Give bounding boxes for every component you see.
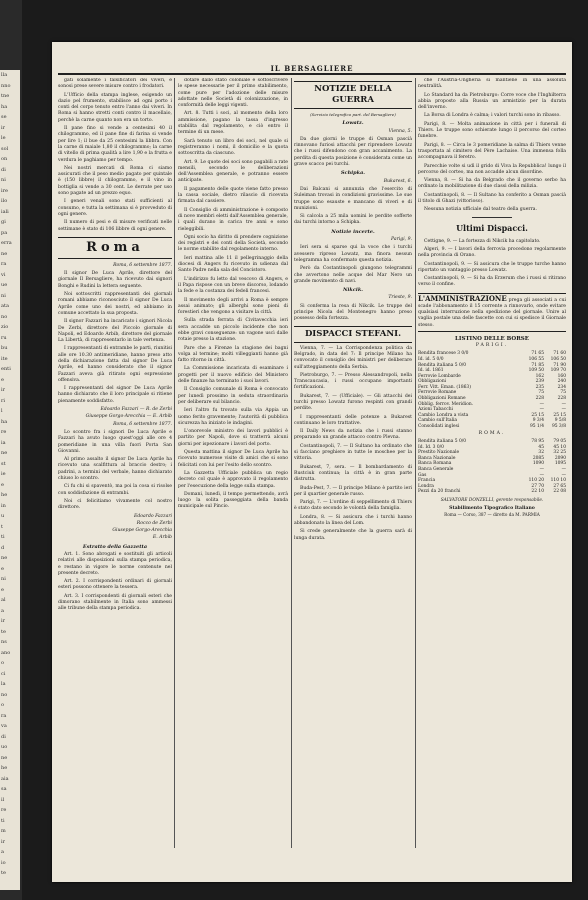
adjacent-page-fragment: ne [1, 754, 8, 761]
adjacent-page-fragment: ia [1, 439, 6, 446]
article-paragraph: Algeri, 9. — I lavori della ferrovia procedono regolarmente nella provincia di Orano. [418, 246, 566, 259]
adjacent-page-fragment: ru [1, 334, 7, 341]
article-paragraph: Ci fu chi si spaventò, ma poi la cosa si risolse con soddisfazione di entrambi. [58, 484, 172, 496]
article-paragraph: Vienna, 7. — La Corrispondenza politica da Belgrado, in data del 7: Il principe Milano ha convocato il consiglio dei ministri per deliberare sull'atteggiamento della Serbia. [294, 345, 412, 370]
article-paragraph: Londra, 8. — Si assicura che i turchi hanno abbandonato la linea del Lom. [294, 514, 412, 527]
article-paragraph: Ieri sera si sparse qui la voce che i turchi avessero ripreso Lowatz, ma finora nessun telegramma ha confermato questa notizia. [294, 245, 412, 263]
adjacent-page-fragment: nno [1, 82, 11, 89]
bourse-quote: 71 85 [531, 362, 544, 368]
adjacent-page-fragment: se [1, 114, 7, 120]
article-paragraph: Art. 2. I corrispondenti ordinari di giornali esteri possono ottenere la tessera. [58, 579, 172, 591]
adjacent-page-fragment: tne [1, 93, 10, 99]
bourse-quote: 106 50 [550, 356, 566, 362]
adjacent-page-fragment: ci [1, 670, 6, 677]
article-paragraph: Pietroburgo, 7. — Presso Alessandropoli, nella Transcaucasia, i russi occupano importanti fortificazioni. [294, 372, 412, 391]
adjacent-page-fragment: ns [1, 639, 7, 645]
bourse-quote: 1095 [554, 461, 566, 467]
war-news-note: (Servizio telegrafico part. del Bersagliere) [310, 112, 396, 117]
article-paragraph: Domani, lunedì, il tempo permettendo, avrà luogo la solita passeggiata della banda municipale sul Pincio. [178, 491, 288, 510]
bourse-security: Pezzi da 20 franchi [418, 489, 461, 495]
adjacent-page-fragment: a [1, 607, 4, 614]
article-paragraph: La Borsa di Londra è calma; i valori turchi sono in ribasso. [424, 113, 561, 119]
article-paragraph: Il pagamento delle quote viene fatto presso la cassa sociale, dietro rilascio di ricevuta firmata dal cassiere. [178, 186, 288, 205]
bourse-security: Banca Romana [418, 461, 452, 467]
bourse-quote: — [539, 472, 544, 478]
bourse-quote: 109 50 [528, 368, 544, 374]
adjacent-page-fragment: sa [1, 786, 7, 792]
adjacent-page-fragment: sol [1, 145, 9, 152]
article-paragraph: Si calcola a 25 mila uomini le perdite sofferte dai turchi intorno a Schipka. [294, 214, 412, 226]
article-paragraph: E. Arbib [152, 535, 172, 541]
adjacent-page-fragment: ie [1, 471, 6, 477]
adjacent-page-fragment: ite [1, 355, 8, 362]
adjacent-page-fragment: ni [1, 177, 6, 183]
adjacent-page-fragment: e [1, 565, 4, 572]
column-divider [291, 78, 292, 848]
article-paragraph: I rappresentanti del signor De Luca Aprile hanno dichiarato che il loro principale si ritiene pienamente soddisfatto. [58, 386, 172, 404]
article-paragraph: Parecchie volte si udì il grido di Viva la Repubblica! lungo il percorso del corteo, ma non accadde alcun disordine. [418, 163, 566, 175]
bourse-quote: — [539, 407, 544, 413]
section-heading-roma: Roma [58, 237, 172, 259]
bourse-quote: 75 [538, 390, 544, 396]
article-paragraph: Il Consiglio di amministrazione è composto di nove membri eletti dall'Assemblea generale, i quali durano in carica tre anni e sono rieleggibili. [178, 207, 288, 232]
adjacent-page-fragment: al [1, 597, 6, 603]
adjacent-page-fragment: re [1, 429, 7, 435]
article-paragraph: Però da Costantinopoli giungono telegrammi che avvertono nelle acque del Mar Nero un grande movimento di navi. [294, 266, 412, 284]
adjacent-page-fragment: ne [1, 555, 8, 561]
bourse-quote: 71 60 [553, 351, 566, 357]
bourse-table-roma [418, 439, 566, 495]
article-paragraph: Noi ci felicitiamo vivamente col nostro direttore. [58, 498, 172, 511]
article-paragraph: Il signor Fazzari ha incaricato i signori Nicola De Zerbi, direttore del Piccolo giornale di Napoli, ed Edoardo Arbib, direttore del giornale La Libertà, di rappresentarlo in tale vertenza. [58, 319, 172, 344]
bourse-security: Cambio sull'Italia [418, 418, 458, 424]
adjacent-page-fragment: e [1, 376, 4, 383]
adjacent-page-fragment: ilo [1, 198, 8, 204]
article-paragraph: Costantinopoli, 7. — Il Sultano ha ordinato che si facciano preghiere in tutte le moschee per la vittoria. [294, 443, 412, 462]
bourse-quote: 27 65 [553, 483, 566, 489]
adjacent-page-fragment: ti [1, 817, 5, 824]
article-paragraph: Ogni socio ha diritto di prendere cognizione dei registri e dei conti della Società, secondo le norme stabilite dal regolamento interno. [178, 234, 288, 253]
bourse-quote: 95 1/4 [529, 424, 544, 430]
article-paragraph: Pare che a Firenze la stagione dei bagni volga al termine; molti villeggianti hanno già fatto ritorno in città. [178, 345, 288, 364]
bourse-quote: 79 05 [553, 438, 566, 444]
column-divider [174, 78, 175, 848]
adjacent-page-fragment: ne [1, 250, 8, 257]
bourse-quote: 110 20 [528, 478, 544, 484]
article-paragraph: Il pane fino si vende a centesimi 40 il chilogrammo, ed il pane fine di farina si vende per lire 1; il bue da 25 centesimi la libbra. Con la carne di maiale 1,80 il chilogrammo; la carne di vitello di prima qualità a lire 1,90 e la frutta e verdura le paghiamo per tempo. [58, 126, 172, 163]
bourse-quote: 32 25 [553, 450, 566, 456]
subheading-gazzetta: Estratto della Gazzetta [82, 543, 148, 550]
bourse-security: Rendita italiana 5 0/0 [418, 438, 467, 444]
column-4 [418, 78, 566, 848]
article-paragraph: Edoardo Fazzari [133, 513, 172, 519]
manager-signature: SALVATORE DONZELLI, gerente responsabile. [440, 497, 544, 503]
article-paragraph: I generi venali sono stati sufficienti al consumo, e tutta la settimana si è provveduto di ogni genere. [58, 199, 172, 217]
article-paragraph: Lo scontro fra i signori De Luca Aprile e Fazzari ha avuto luogo quest'oggi alle ore 4 pomeridiane in una villa fuori Porta San Giovanni. [58, 429, 172, 454]
adjacent-page-fragment: ha [1, 103, 8, 110]
bourse-quote: 2090 [554, 455, 566, 461]
latest-dispatches-heading: Ultimi Dispacci. [456, 222, 528, 233]
adjacent-page-fragment: te [1, 870, 6, 876]
adjacent-page-fragment: te [1, 628, 6, 635]
column-divider [415, 78, 416, 848]
article-paragraph: Il signor De Luca Aprile, direttore del giornale Il Bersagliere, ha ricevuto dai signori Bonghi e Rudinì la lettera seguente. [58, 271, 172, 289]
adjacent-page-fragment: on [1, 156, 8, 162]
adjacent-page-fragment: re [1, 807, 7, 813]
bourse-quote: 71 90 [553, 362, 566, 368]
article-paragraph: L'Ufficio della stampa inglese, esigendo un dazio pel frumento, stabilisce ad ogni porto i conti del corpo tenuto entro l'anno dai viveri. In Roma si hanno stretti conti contro il macellaio, perchè la carne quanto non era un torto. [58, 92, 172, 123]
adjacent-page-fragment: ra [1, 261, 7, 267]
article-paragraph: La Gazzetta Ufficiale pubblica un regio decreto col quale è approvato il regolamento per l'esecuzione della legge sulla stampa. [178, 470, 288, 489]
article-paragraph: Ieri l'altro fu trovato sulla via Appia un uomo ferito gravemente; l'autorità di pubblica sicurezza ha iniziato le indagini. [178, 408, 288, 426]
adjacent-page-fragment: in [1, 502, 6, 509]
adjacent-page-fragment: e [1, 586, 4, 593]
war-subheading: Nikcik. [342, 287, 364, 294]
bourse-security: Ferr. Vitt. Eman. (1863) [418, 384, 471, 390]
article-paragraph: che l'Austria-Ungheria si mantiene in una assoluta neutralità. [418, 78, 566, 90]
bourse-table-paris [418, 351, 566, 429]
article-paragraph: L'indirizzo fu letto dal vescovo di Angers, e il Papa rispose con un breve discorso, lodando la fede e la costanza dei fedeli francesi. [178, 276, 288, 295]
bourse-quote: 109 70 [550, 368, 566, 374]
bourse-quote: 22 08 [553, 489, 566, 495]
adjacent-page-fragment: m [1, 828, 6, 834]
bourse-quote: 32 [538, 450, 544, 456]
bourse-security: Consolidati inglesi [418, 424, 460, 430]
bourse-security: Id. id. 1861 [418, 368, 444, 374]
article-paragraph: Art. 8. Tutti i soci, al momento della loro ammissione, pagano la tassa d'ingresso stabilita dal regolamento, e ciò entro il termine di un mese. [178, 111, 288, 136]
adjacent-page-fragment: ata [1, 303, 9, 309]
adjacent-page-fragment: no [1, 691, 8, 698]
bourse-quote: 228 [557, 396, 566, 402]
adjacent-page-fragment: ir [1, 387, 5, 393]
adjacent-page-fragment: di [1, 733, 6, 740]
article-paragraph: Art. 3. I corrispondenti di giornali esteri che dimorano stabilmente in Italia sono ammessi alle tribune della stampa periodica. [58, 593, 172, 612]
adjacent-page-fragment: iali [1, 208, 9, 215]
article-paragraph: Nessuna notizia ufficiale dal teatro della guerra. [424, 207, 538, 213]
bourse-quote: 71 65 [531, 351, 544, 357]
dateline: Bukarest, 6. [383, 178, 412, 184]
adjacent-page-fragment: lla [1, 72, 8, 78]
adjacent-page-fragment: ra [1, 712, 7, 719]
masthead-rule [58, 73, 566, 75]
newspaper-page [52, 42, 572, 882]
article-paragraph: Giuseppe Gorgo-Arecchia — E. Arbib [85, 414, 172, 420]
adjacent-page-fragment: ni [1, 292, 6, 299]
adjacent-page-fragment: pa [1, 229, 8, 236]
war-subheading: Lowatz. [342, 120, 364, 127]
bourse-city-paris: PARIGI. [475, 343, 509, 349]
article-paragraph: Sarà tenuto un libro dei soci, nel quale si registreranno i nomi, il domicilio e la quota sottoscritta da ciascuno. [178, 138, 288, 157]
adjacent-page-fragment: ir [1, 838, 5, 845]
article-paragraph: dotare dallo stato coloniale e sottoscrivere le spese necessarie per il primo stabilimento, come pure per l'adozione delle misure adottate nelle Società di colonizzazione, in conformità delle leggi vigenti. [178, 78, 288, 109]
bourse-quote: 27 70 [531, 483, 544, 489]
bourse-quote: — [539, 466, 544, 472]
adjacent-page-fragment: ni [1, 576, 6, 582]
column-2 [178, 78, 288, 848]
article-paragraph: Edoardo Fazzari — R. de Zerbi [100, 407, 172, 413]
bourse-security: Prestito Nazionale [418, 450, 460, 456]
article-paragraph: Si crede generalmente che la guerra sarà di lunga durata. [294, 529, 412, 541]
dateline: Parigi, 9. [390, 237, 412, 243]
article-paragraph: Questa mattina il signor De Luca Aprile ha ricevuto numerose visite di amici che si sono felicitati con lui per l'esito dello scontro. [178, 450, 288, 468]
adjacent-page-fragment: ne [1, 450, 8, 456]
bourse-quote: 25 15 [553, 412, 566, 418]
adjacent-page-fragment: le [1, 135, 6, 141]
bourse-quote: — [561, 472, 566, 478]
article-paragraph: Bukarest, 7. — (Ufficiale). — Gli attacchi dei turchi presso Lowatz furono respinti con grandi perdite. [294, 393, 412, 412]
printer-name: Stabilimento Tipografico Italiano [449, 506, 535, 512]
adjacent-page-fragment: bu [1, 345, 8, 351]
bourse-security: Ferrovie Romane [418, 390, 457, 396]
article-paragraph: Bukarest, 7, sera. — Il bombardamento di Rustciuk continua; la città è in gran parte distrutta. [294, 464, 412, 483]
article-paragraph: Buda-Pest, 7. — Il principe Milano è partito ieri per il quartier generale russo. [294, 485, 412, 497]
bourse-quote: 78 95 [531, 438, 544, 444]
bourse-quote: 95 3/8 [551, 424, 566, 430]
dispatches-heading: DISPACCI STEFANI. [294, 326, 412, 343]
bourse-quote: — [561, 407, 566, 413]
bourse-quote: 239 [535, 379, 544, 385]
bourse-quote: 1090 [532, 461, 544, 467]
adjacent-page-fragment: he [1, 492, 8, 498]
bourse-security: Ferrovie Lombarde [418, 373, 461, 379]
article-paragraph: Lo Standard ha da Pietroburgo: Corre voce che l'Inghilterra abbia proposto alla Russia un armistizio per la durata dell'inverno. [418, 92, 566, 111]
administration-notice [418, 293, 566, 332]
bourse-quote: 2085 [532, 455, 544, 461]
bourse-quote: 9 3/4 [532, 418, 544, 424]
adjacent-page-strip [0, 70, 20, 890]
notice-text: prega gli associati a cui scade l'abbonamento il 15 corrente a rinnovarlo, onde evitare qualsiasi interruzione nella spedizione del giornale. Unire al vaglia postale una delle fascette con cui si spedisce il Giornale stesso. [418, 297, 566, 328]
bourse-security: Gas [418, 472, 427, 478]
article-paragraph: Nei nostri mercati di Roma ci siamo assicurati che il peso medio pagato per quintale è (150 libbre) il chilogrammo, e il vino in bottiglia si vende a 30 cent. Le derrate per uso sono pagate ad un prezzo equo. [58, 165, 172, 197]
adjacent-page-fragment: zio [1, 324, 9, 330]
bourse-quote: 45 [538, 444, 544, 450]
article-paragraph: L'onorevole ministro dei lavori pubblici è partito per Napoli, dove si tratterrà alcuni giorni per ispezionare i lavori del porto. [178, 429, 288, 447]
printer-address: Roma — Corso, 387 — diretto da M. PARMIA [444, 512, 540, 518]
bourse-quote: 45 10 [553, 444, 566, 450]
adjacent-page-fragment: uo [1, 744, 8, 750]
article-paragraph: Sulla strada ferrata di Civitavecchia ieri sera accadde un piccolo incidente che non ebbe gravi conseguenze: un vagone uscì dalle rotaie presso la stazione. [178, 318, 288, 343]
article-paragraph: gati solamente i falsificatori dei viveri, e sonosi prese severe misure contro i frodatori. [58, 78, 172, 90]
article-paragraph: Il numero di pesi e di misure verificati nelle settimane è stato di 106 libbre di ogni genere. [58, 220, 172, 232]
war-subheading: Notizie incerte. [331, 228, 375, 235]
war-subheading: Schipka. [340, 170, 366, 177]
bourse-security: Azioni Tabacchi [418, 407, 453, 413]
bourse-security: Rendita italiana 5 0/0 [418, 362, 467, 368]
bourse-security: Obbligazioni [418, 379, 447, 385]
adjacent-page-fragment: la [1, 681, 6, 687]
adjacent-page-fragment: aia [1, 775, 9, 782]
article-paragraph: Costantinopoli, 9. — Si assicura che le truppe turche hanno riportato un vantaggio presso Lowatz. [418, 261, 566, 273]
adjacent-page-fragment: io [1, 859, 6, 866]
article-paragraph: Cettigne, 9. — La fortezza di Nikcik ha capitolato. [424, 238, 541, 244]
masthead [52, 42, 572, 74]
adjacent-page-fragment: u [1, 513, 5, 519]
adjacent-page-fragment: d [1, 544, 5, 551]
bourse-quote: — [539, 401, 544, 407]
adjacent-page-fragment: erra [1, 240, 12, 246]
article-paragraph: Rocco de Zerbi [136, 520, 172, 526]
bourse-security: Obbligazioni Romane [418, 396, 466, 402]
column-3 [294, 78, 412, 848]
bourse-quote: 235 [535, 384, 544, 390]
adjacent-page-fragment: ue [1, 282, 8, 288]
article-paragraph: Il Daily News da notizia che i russi stanno preparando un grande attacco contro Plevna. [294, 429, 412, 441]
article-paragraph: Da due giorni le truppe di Osman pascià rinnovano furiosi attacchi per riprendere Lowatz che i russi difendono con gran accanimento. La perdita di questa posizione è considerata come un grave scacco pei turchi. [294, 136, 412, 168]
bourse-security: Cambio Londra a vista [418, 412, 469, 418]
adjacent-page-fragment: e [1, 481, 4, 488]
adjacent-page-fragment: di [1, 166, 6, 173]
article-paragraph: I rappresentanti di entrambe le parti, riunitisi alle ore 10.30 antimeridiane, hanno preso atto della dichiarazione fatta dal signor De Luca Aprile, ed hanno considerato che il signor Fazzari aveva già ritirato ogni espressione offensiva. [58, 346, 172, 383]
bourse-quote: 234 [557, 384, 566, 390]
notice-heading: L'AMMINISTRAZIONE [418, 293, 507, 303]
bourse-quote: 162 [535, 373, 544, 379]
article-paragraph: Vienna, 8. — Si ha da Belgrado che il governo serbo ha ordinato la mobilitazione di due classi della milizia. [418, 178, 566, 190]
bourse-quote: 110 10 [550, 478, 566, 484]
article-paragraph: Al primo assalto il signor De Luca Aprile ha ricevuto una scalfittura al braccio destro; i padrini, a termini del verbale, hanno dichiarato chiuso lo scontro. [58, 457, 172, 482]
bourse-security: Banca Generale [418, 466, 454, 472]
article-paragraph: Costantinopoli, 9. — Si ha da Erzerum che i russi si ritirano verso il confine. [418, 276, 566, 288]
adjacent-page-fragment: ha [1, 418, 8, 425]
article-paragraph: Parigi, 8. — Circa le 3 pomeridiane la salma di Thiers venne trasportata al cimitero del Père Lachaise. Una immensa folla accompagnava il feretro. [418, 142, 566, 161]
adjacent-page-fragment: ir [1, 124, 5, 131]
article-paragraph: Ieri mattina alle 11 il pellegrinaggio della diocesi di Angers fu ricevuto in udienza dal Santo Padre nella sala del Concistoro. [178, 255, 288, 274]
adjacent-page-fragment: he [1, 765, 8, 771]
bourse-quote: 106 55 [528, 356, 544, 362]
article-paragraph: La Commissione incaricata di esaminare i progetti per il nuovo edificio del Ministero delle finanze ha terminato i suoi lavori. [178, 366, 288, 385]
article-paragraph: Dai Balcani si annunzia che l'esercito di Suleiman trovasi in condizioni gravissime. Le sue truppe sono esauste e mancano di viveri e di munizioni. [294, 186, 412, 211]
dateline: Roma, 6 settembre 1877. [113, 262, 172, 268]
bourse-quote: 160 [557, 373, 566, 379]
bourse-title: LISTINO DELLE BORSE [455, 335, 529, 342]
adjacent-page-fragment: ano [1, 649, 11, 656]
article-paragraph: Parigi, 7. — L'ordine di seppellimento di Thiers è stato dato secondo le volontà della famiglia. [294, 500, 412, 512]
article-paragraph: Si conferma la resa di Nikcik. Le truppe del principe Nicola del Montenegro hanno preso possesso della fortezza. [294, 303, 412, 322]
adjacent-page-fragment: enti [1, 366, 11, 372]
adjacent-page-fragment: ti [1, 534, 5, 540]
bourse-city-roma: ROMA. [478, 430, 506, 436]
bourse-quote: 22 10 [531, 489, 544, 495]
bourse-row [418, 424, 566, 430]
bourse-security: Londra [418, 483, 434, 489]
article-paragraph: Art. 1. Sono abrogati e sostituiti gli articoli relativi alle disposizioni sulla stampa periodica, e restano in vigore le norme contenute nel presente decreto. [58, 552, 172, 576]
bourse-security: Id. id. 5 0/0 [418, 356, 444, 362]
bourse-security: Francia [418, 478, 436, 484]
masthead-title: IL BERSAGLIERE [270, 64, 354, 73]
bourse-quote: — [561, 466, 566, 472]
adjacent-page-fragment: vi [1, 271, 6, 278]
bourse-security: Rendita francese 3 0/0 [418, 351, 469, 357]
adjacent-page-fragment: a [1, 849, 4, 855]
article-paragraph: I rappresentanti delle potenze a Bukarest continuano le loro trattative. [294, 414, 412, 426]
dateline: Roma, 6 settembre 1877. [113, 421, 172, 427]
bourse-quote: 75 [560, 390, 566, 396]
article-paragraph: Art. 9. Le quote dei soci sono pagabili a rate mensili, secondo le deliberazioni dell'Assemblea generale, e potranno essere anticipate. [178, 159, 288, 184]
article-paragraph: Il Consiglio comunale di Roma è convocato per lunedì prossimo in seduta straordinaria per deliberare sul bilancio. [178, 387, 288, 405]
article-paragraph: Il movimento degli arrivi a Roma è sempre assai animato; gli alberghi sono pieni di forestieri che vengono a visitare la città. [178, 297, 288, 316]
adjacent-page-fragment: va [1, 723, 7, 729]
article-paragraph: Noi sottoscritti rappresentanti dei giornali romani abbiamo riconosciuto il signor De Luca Aprile come uno dei nostri, ed abbiamo in comune accettato la sua proposta. [58, 292, 172, 316]
adjacent-page-fragment: il [1, 796, 5, 803]
divider [472, 217, 512, 218]
bourse-security: Obblig. ferrov. Meridion. [418, 401, 474, 407]
adjacent-page-fragment: no [1, 313, 8, 320]
adjacent-page-fragment: gi [1, 219, 6, 225]
bourse-row [418, 489, 566, 495]
article-paragraph: Costantinopoli, 8. — Il Sultano ha conferito a Osman pascià il titolo di Ghazi (vittorioso). [418, 192, 566, 205]
adjacent-page-fragment: l [1, 408, 3, 414]
bourse-quote: 9 5/8 [554, 418, 566, 424]
adjacent-page-fragment: t [1, 523, 4, 530]
dateline: Trieste, 9. [388, 295, 412, 301]
adjacent-page-fragment: ir [1, 618, 5, 624]
bourse-quote: 25 15 [531, 412, 544, 418]
adjacent-page-fragment: o [1, 702, 5, 708]
adjacent-page-fragment: ri [1, 397, 5, 404]
bourse-security: Banca Nazionale [418, 455, 456, 461]
dateline: Vienna, 5. [388, 128, 412, 134]
article-paragraph: Giuseppe Gorgo-Arecchia [112, 528, 172, 534]
bourse-quote: — [561, 401, 566, 407]
bourse-security: Id. Id. 3 0/0 [418, 444, 444, 450]
bourse-quote: 228 [535, 396, 544, 402]
adjacent-page-fragment: o [1, 660, 5, 666]
war-news-heading: NOTIZIE DELLA GUERRA [294, 81, 412, 109]
article-paragraph: Parigi, 8. — Molta animazione in città per i funerali di Thiers. Le truppe sono schierate lungo il percorso del corteo funebre. [418, 121, 566, 140]
adjacent-page-fragment: ire [1, 187, 8, 194]
column-1 [58, 78, 172, 848]
adjacent-page-fragment: st [1, 460, 6, 467]
bourse-quote: 240 [557, 379, 566, 385]
